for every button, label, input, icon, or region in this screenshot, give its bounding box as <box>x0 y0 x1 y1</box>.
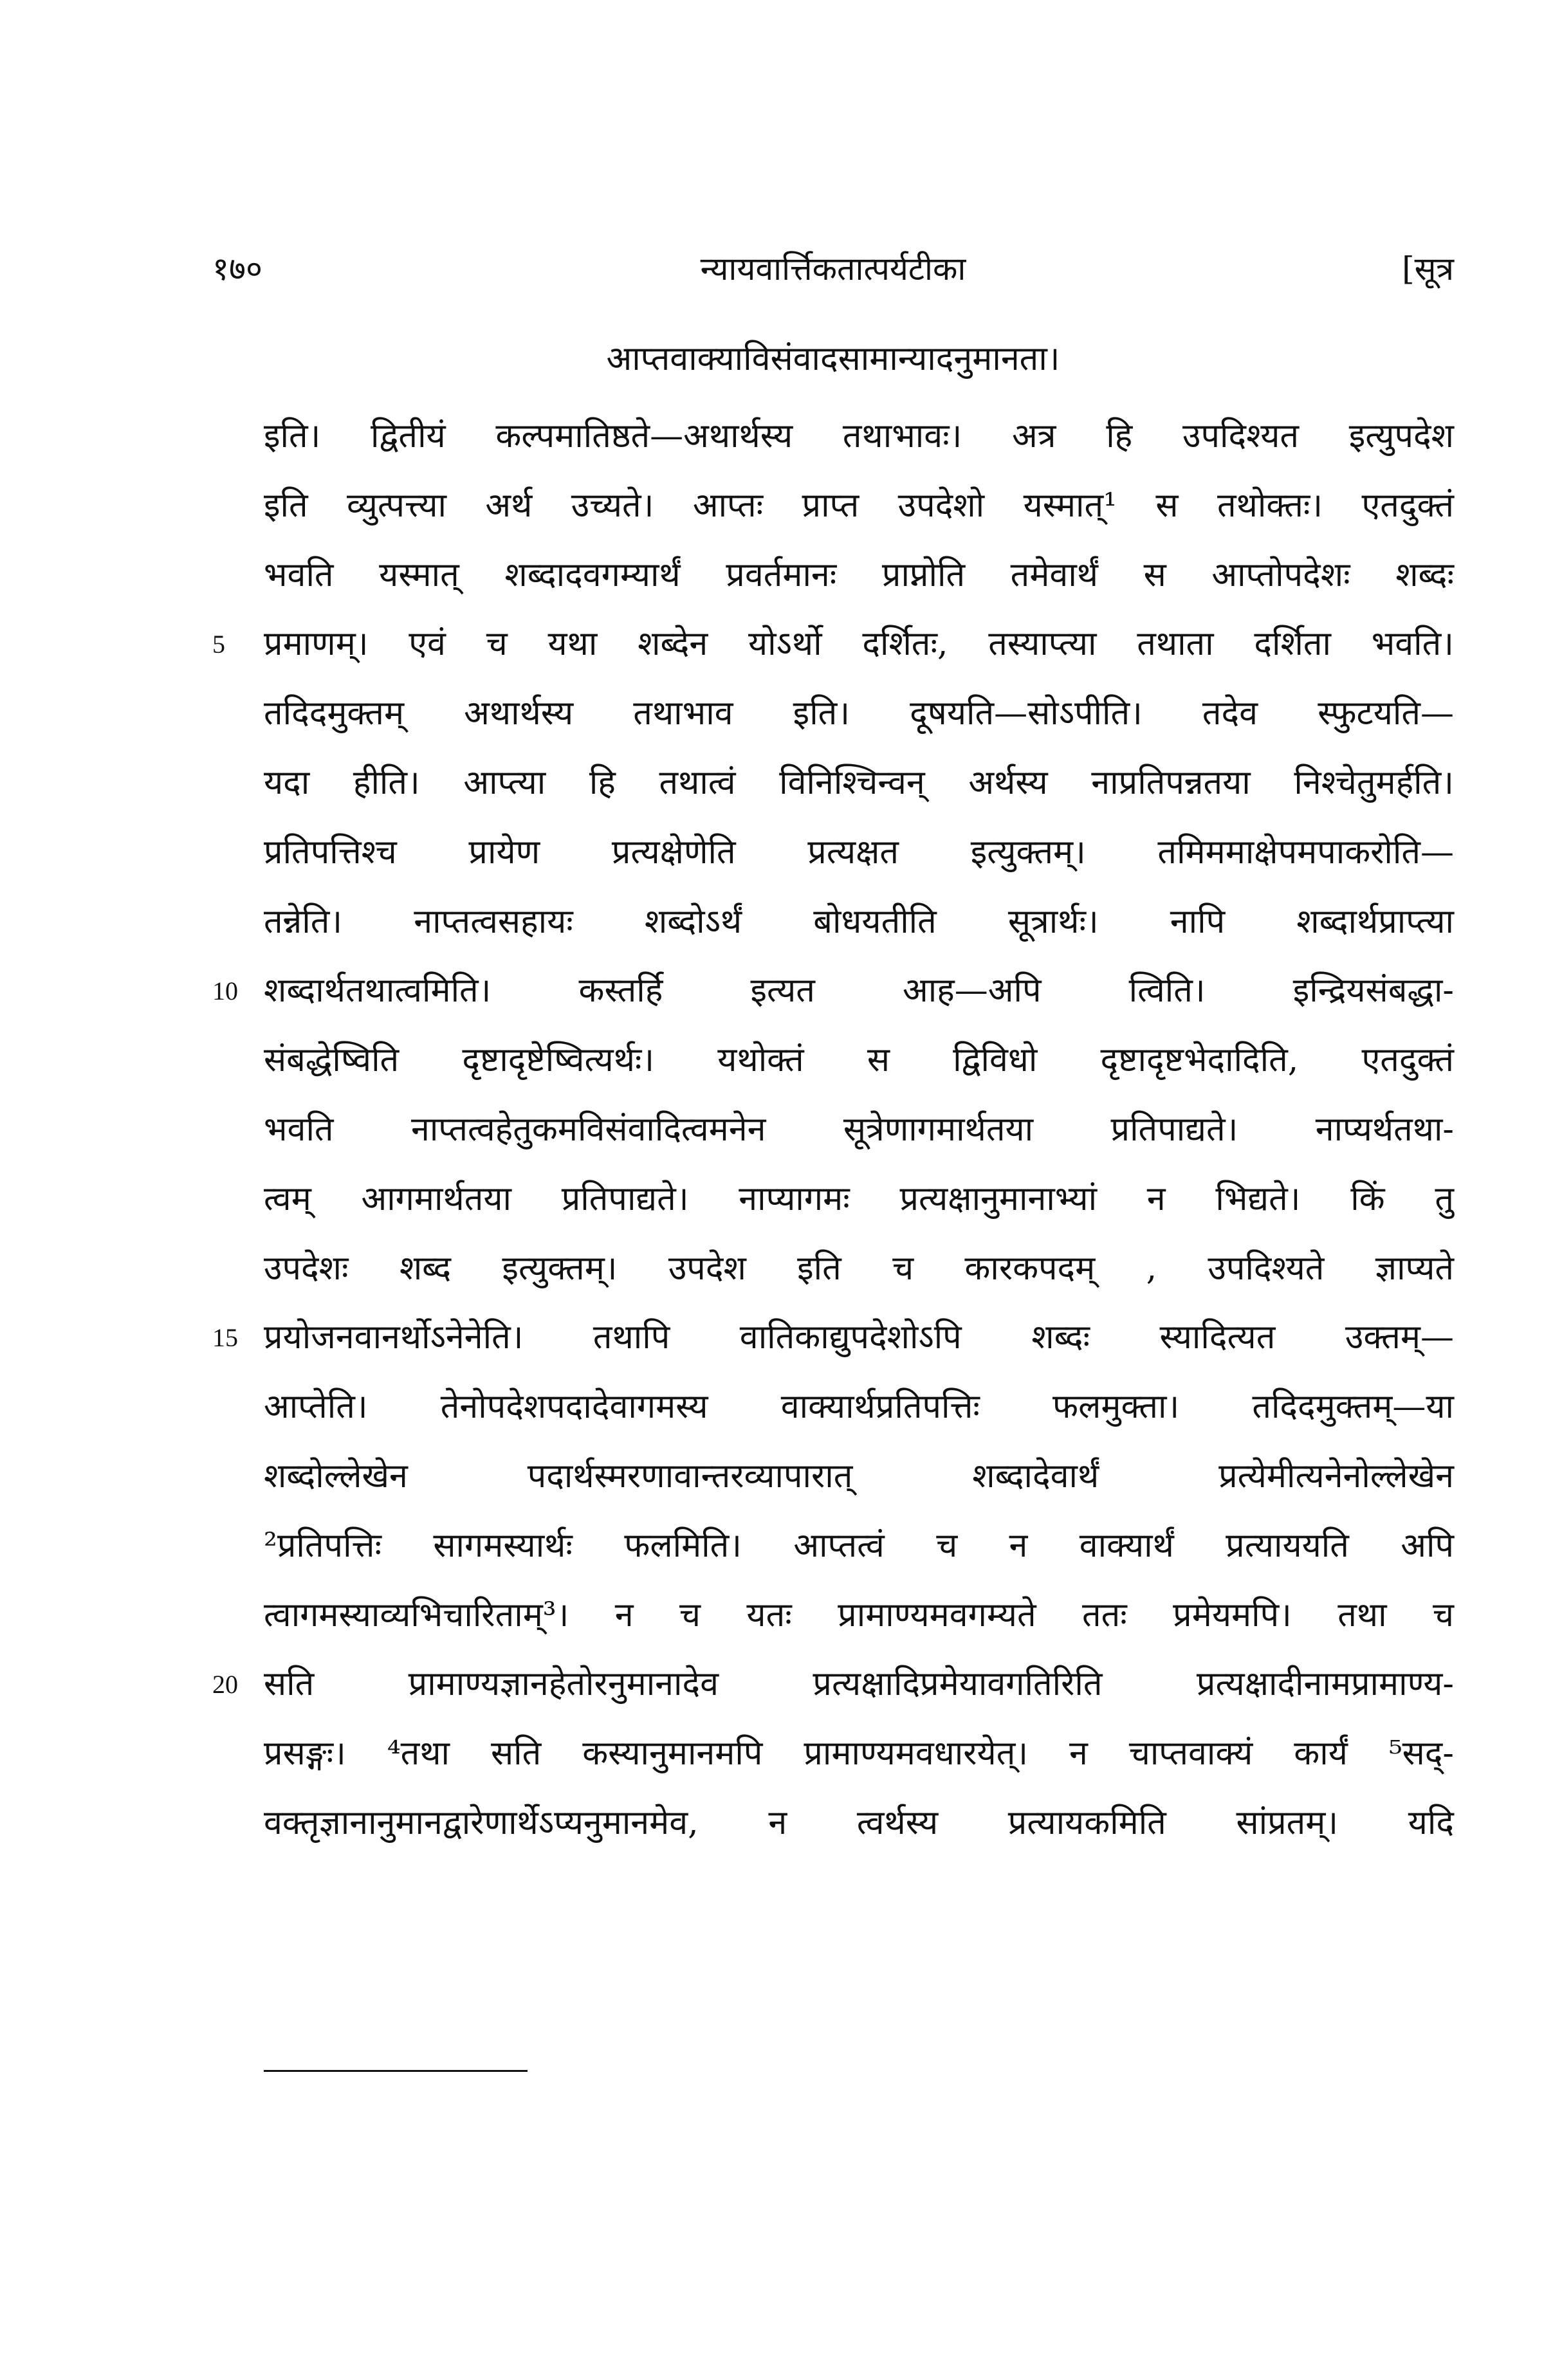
line-text: यदा हीति। आप्त्या हि तथात्वं विनिश्चिन्वन् अर्थस्य नाप्रतिपन्नतया निश्चेतुमर्हति। <box>264 763 1454 802</box>
footnote-divider <box>264 2070 528 2072</box>
page-number: १७० <box>212 250 262 288</box>
text-line <box>264 402 1454 471</box>
text-line <box>264 818 1454 888</box>
section-marker: [सूत्र <box>1402 250 1454 288</box>
text-line <box>264 1512 1454 1581</box>
text-line <box>264 1442 1454 1512</box>
line-text: इति व्युत्पत्त्या अर्थ उच्यते। आप्तः प्राप्त उपदेशो यस्मात्¹ स तथोक्तः। एतदुक्तं <box>264 486 1454 525</box>
text-line <box>264 541 1454 610</box>
line-text: उपदेशः शब्द इत्युक्तम्। उपदेश इति च कारकपदम् , उपदिश्यते ज्ञाप्यते <box>264 1249 1454 1288</box>
text-line <box>264 679 1454 749</box>
text-line <box>264 1026 1454 1095</box>
line-text: प्रयोजनवानर्थोऽनेनेति। तथापि वातिकाद्युपदेशोऽपि शब्दः स्यादित्यत उक्तम्— <box>264 1318 1454 1357</box>
text-line <box>264 1719 1454 1789</box>
line-text: तन्नेति। नाप्तत्वसहायः शब्दोऽर्थं बोधयतीति सूत्रार्थः। नापि शब्दार्थप्राप्त्या <box>264 902 1454 941</box>
running-title: न्यायवार्त्तिकतात्पर्यटीका <box>700 250 966 288</box>
line-text: भवति नाप्तत्वहेतुकमविसंवादित्वमनेन सूत्रेणागमार्थतया प्रतिपाद्यते। नाप्यर्थतथा- <box>264 1110 1454 1149</box>
line-text: शब्दार्थतथात्वमिति। कस्तर्हि इत्यत आह—अपि त्विति। इन्द्रियसंबद्धा- <box>264 971 1454 1011</box>
line-text: त्वम् आगमार्थतया प्रतिपाद्यते। नाप्यागमः प्रत्यक्षानुमानाभ्यां न भिद्यते। किं तु <box>264 1179 1454 1218</box>
main-text <box>212 402 1454 1858</box>
line-text: प्रसङ्गः। ⁴तथा सति कस्यानुमानमपि प्रामाण्यमवधारयेत्। न चाप्तवाक्यं कार्यं ⁵सद्- <box>264 1734 1454 1773</box>
line-text: त्वागमस्याव्यभिचारिताम्³। न च यतः प्रामाण्यमवगम्यते ततः प्रमेयमपि। तथा च <box>264 1595 1454 1634</box>
line-text: भवति यस्मात् शब्दादवगम्यार्थं प्रवर्तमानः प्राप्नोति तमेवार्थं स आप्तोपदेशः शब्दः <box>264 555 1454 594</box>
text-line <box>264 1165 1454 1234</box>
line-number: 15 <box>212 1323 238 1353</box>
line-text: ²प्रतिपत्तिः सागमस्यार्थः फलमिति। आप्तत्वं च न वाक्यार्थं प्रत्याययति अपि <box>264 1526 1454 1565</box>
line-number: 20 <box>212 1670 238 1699</box>
line-text: वक्तृज्ञानानुमानद्वारेणार्थेऽप्यनुमानमेव, न त्वर्थस्य प्रत्यायकमिति सांप्रतम्। यदि <box>264 1803 1454 1842</box>
text-line <box>212 957 1454 1026</box>
text-line <box>264 749 1454 818</box>
line-text: प्रमाणम्। एवं च यथा शब्देन योऽर्थो दर्शितः, तस्याप्त्या तथाता दर्शिता भवति। <box>264 625 1454 664</box>
text-line <box>212 1650 1454 1719</box>
text-line <box>212 1303 1454 1373</box>
text-line <box>264 1234 1454 1304</box>
line-text: तदिदमुक्तम् अथार्थस्य तथाभाव इति। दूषयति—सोऽपीति। तदेव स्फुटयति— <box>264 694 1454 733</box>
line-text: प्रतिपत्तिश्च प्रायेण प्रत्यक्षेणेति प्रत्यक्षत इत्युक्तम्। तमिममाक्षेपमपाकरोति— <box>264 832 1454 872</box>
text-line <box>264 1581 1454 1651</box>
line-text: शब्दोल्लेखेन पदार्थस्मरणावान्तरव्यापारात् शब्दादेवार्थं प्रत्येमीत्यनेनोल्लेखेन <box>264 1456 1454 1496</box>
verse-line: आप्तवाक्याविसंवादसामान्यादनुमानता। <box>606 340 1060 378</box>
line-number: 5 <box>212 630 225 659</box>
line-text: सति प्रामाण्यज्ञानहेतोरनुमानादेव प्रत्यक्षादिप्रमेयावगतिरिति प्रत्यक्षादीनामप्रामाण्य- <box>264 1665 1454 1704</box>
text-line <box>264 1789 1454 1858</box>
line-number: 10 <box>212 976 238 1006</box>
text-line <box>212 610 1454 679</box>
text-line <box>264 888 1454 957</box>
text-line <box>264 1373 1454 1442</box>
text-line <box>264 1095 1454 1165</box>
line-text: इति। द्वितीयं कल्पमातिष्ठते—अथार्थस्य तथाभावः। अत्र हि उपदिश्यत इत्युपदेश <box>264 417 1454 455</box>
text-line <box>264 471 1454 541</box>
line-text: आप्तेति। तेनोपदेशपदादेवागमस्य वाक्यार्थप्रतिपत्तिः फलमुक्ता। तदिदमुक्तम्—या <box>264 1387 1454 1427</box>
line-text: संबद्धेष्विति दृष्टादृष्टेष्वित्यर्थः। यथोक्तं स द्विविधो दृष्टादृष्टभेदादिति, एतदुक्तं <box>264 1041 1454 1080</box>
running-header <box>212 246 1454 297</box>
